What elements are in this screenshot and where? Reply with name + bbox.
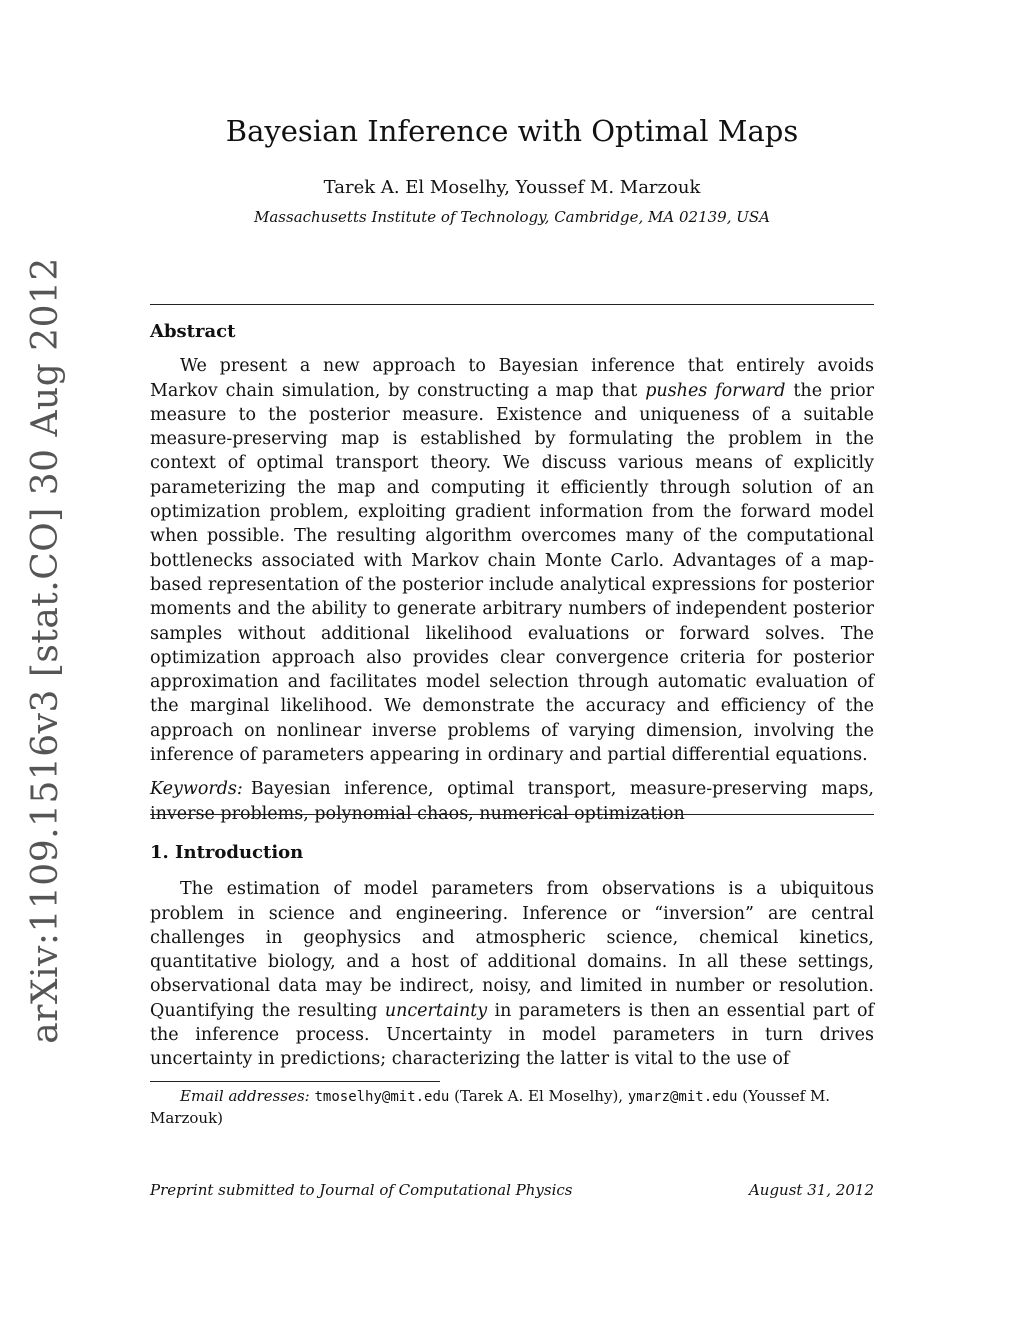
top-rule — [150, 304, 874, 305]
bottom-rule — [150, 814, 874, 815]
email-owner-1: (Tarek A. El Moselhy), — [454, 1087, 624, 1105]
footer-journal: Preprint submitted to Journal of Computational Physics — [150, 1181, 573, 1199]
abstract-block — [150, 320, 874, 826]
abstract-text: We present a new approach to Bayesian inference that entirely avoids Markov chain simulation, by constructing a map that pushes forward the prior measure to the posterior measure. Existence and uniqueness of a suitable measure-preserving map is established by formulating the problem in the context of optimal transport theory. We discuss various means of explicitly parameterizing the map and computing it efficiently through solution of an optimization problem, exploiting gradient information from the forward model when possible. The resulting algorithm overcomes many of the computational bottlenecks associated with Markov chain Monte Carlo. Advantages of a map-based representation of the posterior include analytical expressions for posterior moments and the ability to generate arbitrary numbers of independent posterior samples without additional likelihood evaluations or forward solves. The optimization approach also provides clear convergence criteria for posterior approximation and facilitates model selection through automatic evaluation of the marginal likelihood. We demonstrate the accuracy and efficiency of the approach on nonlinear inverse problems of varying dimension, involving the inference of parameters appearing in ordinary and partial differential equations. — [150, 356, 874, 766]
email-link-1[interactable]: tmoselhy@mit.edu — [314, 1089, 450, 1105]
page-footer — [150, 1181, 874, 1199]
paper-title: Bayesian Inference with Optimal Maps — [225, 114, 799, 148]
email-owner-2: (Youssef M. Marzouk) — [150, 1087, 831, 1127]
abstract-emphasis: pushes forward — [645, 380, 786, 401]
keywords-label: Keywords: — [150, 779, 243, 800]
introduction-text: The estimation of model parameters from observations is a ubiquitous problem in science and engineering. Inference or “inversion” are central challenges in geophysics and atmospheric science, chemical kinetics, quantitative biology, and a host of additional domains. In all these settings, observational data may be indirect, noisy, and limited in number or resolution. Quantifying the resulting uncertainty in parameters is then an essential part of the inference process. Uncertainty in model parameters in turn drives uncertainty in predictions; characterizing the latter is vital to the use of — [150, 879, 874, 1070]
affiliation: Massachusetts Institute of Technology, Cambridge, MA 02139, USA — [254, 208, 770, 226]
arxiv-stamp — [20, 256, 70, 1044]
footnote-label: Email addresses: — [180, 1087, 310, 1105]
arxiv-id: arXiv:1109.1516v3 [stat.CO] 30 Aug 2012 — [24, 256, 66, 1044]
introduction-heading: 1. Introduction — [150, 842, 304, 863]
abstract-heading: Abstract — [150, 321, 236, 342]
introduction-emphasis: uncertainty — [384, 1000, 488, 1021]
footer-date: August 31, 2012 — [748, 1181, 874, 1199]
footnote-rule — [150, 1081, 440, 1082]
email-link-2[interactable]: ymarz@mit.edu — [627, 1089, 738, 1105]
keywords-text: Bayesian inference, optimal transport, measure-preserving maps, inverse problems, polynomial chaos, numerical optimization — [150, 779, 874, 824]
keywords — [150, 777, 874, 826]
introduction-block — [150, 841, 874, 1072]
footnote — [150, 1086, 874, 1129]
authors: Tarek A. El Moselhy, Youssef M. Marzouk — [323, 177, 701, 198]
